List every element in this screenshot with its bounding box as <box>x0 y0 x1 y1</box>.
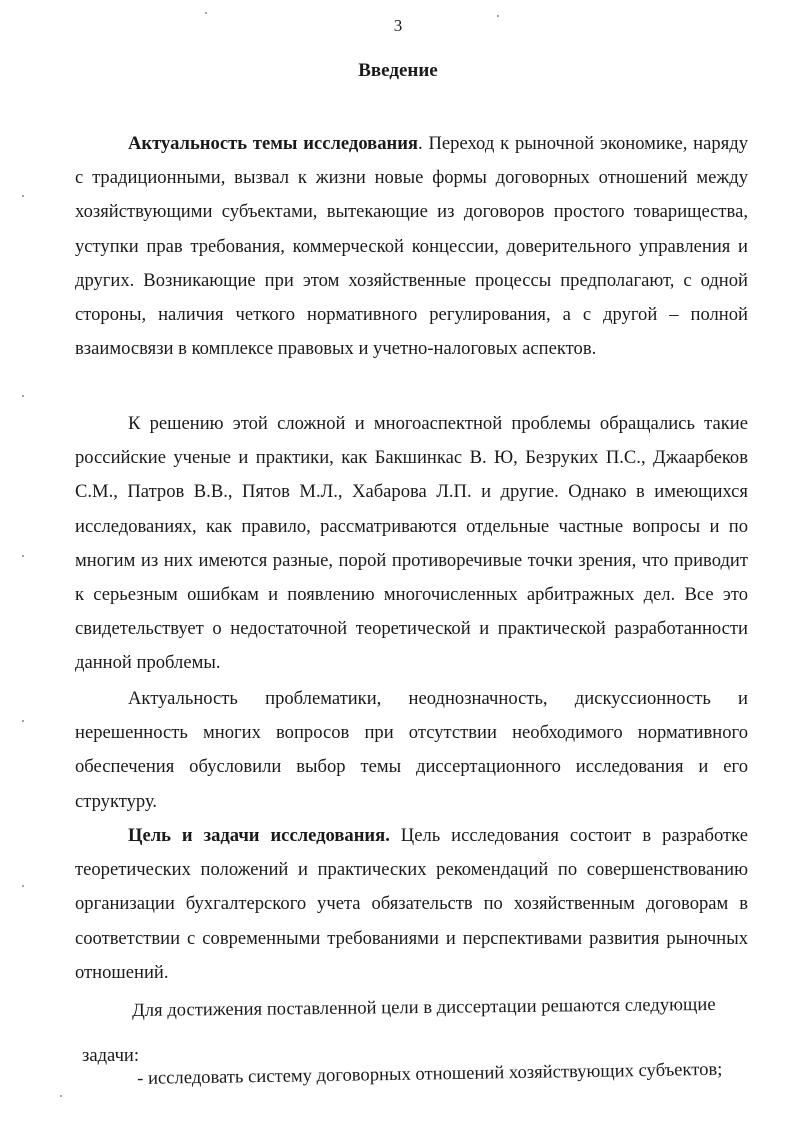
paragraph-text: . Переход к рыночной экономике, наряду с традиционными, вызвал к жизни новые формы договорных отношений между хозяйствующими субъектами, вытекающие из договоров простого товарищества, уступки прав требования, коммерческой концессии, доверительного управления и других. Возникающие при этом хозяйственные процессы предполагают, с одной стороны, наличия четкого нормативного регулирования, а с другой – полной взаимосвязи в комплексе правовых и учетно-налоговых аспектов. <box>75 133 748 360</box>
paragraph-text: Актуальность проблематики, неоднозначность, дискуссионность и нерешенность многих вопросов при отсутствии необходимого нормативного обеспечения обусловили выбор темы диссертационного исследования и его структуру. <box>75 688 748 812</box>
paragraph-researchers <box>75 407 748 681</box>
scan-speck <box>22 720 24 722</box>
paragraph-actuality <box>75 682 748 819</box>
scan-speck <box>60 1095 62 1097</box>
paragraph-lead: Актуальность темы исследования <box>128 133 418 154</box>
scan-speck <box>22 395 24 397</box>
paragraph-relevance <box>75 127 748 366</box>
scan-speck <box>497 15 499 17</box>
scan-speck <box>22 195 24 197</box>
paragraph-tasks-label: задачи: <box>82 1045 140 1066</box>
paragraph-text: Цель исследования состоит в разработке теоретических положений и практических рекомендаций по совершенствованию организации бухгалтерского учета обязательств по хозяйственным договорам в соответствии с современными требованиями и перспективами развития рыночных отношений. <box>75 825 748 983</box>
section-title: Введение <box>358 60 438 81</box>
paragraph-tasks-intro: Для достижения поставленной цели в диссертации решаются следующие <box>132 993 716 1021</box>
paragraph-text: К решению этой сложной и многоаспектной проблемы обращались такие российские ученые и практики, как Бакшинкас В. Ю, Безруких П.С., Джаарбеков С.М., Патров В.В., Пятов М.Л., Хабарова Л.П. и другие. Однако в имеющихся исследованиях, как правило, рассматриваются отдельные частные вопросы и по многим из них имеются разные, порой противоречивые точки зрения, что приводит к серьезным ошибкам и появлению многочисленных арбитражных дел. Все это свидетельствует о недостаточной теоретической и практической разработанности данной проблемы. <box>75 413 748 674</box>
list-item: - исследовать систему договорных отношений хозяйствующих субъектов; <box>137 1058 723 1089</box>
paragraph-goals <box>75 819 748 990</box>
scan-speck <box>22 885 24 887</box>
scan-speck <box>22 555 24 557</box>
paragraph-lead: Цель и задачи исследования. <box>128 825 390 846</box>
page-number: 3 <box>393 16 403 35</box>
scan-speck <box>205 12 207 14</box>
